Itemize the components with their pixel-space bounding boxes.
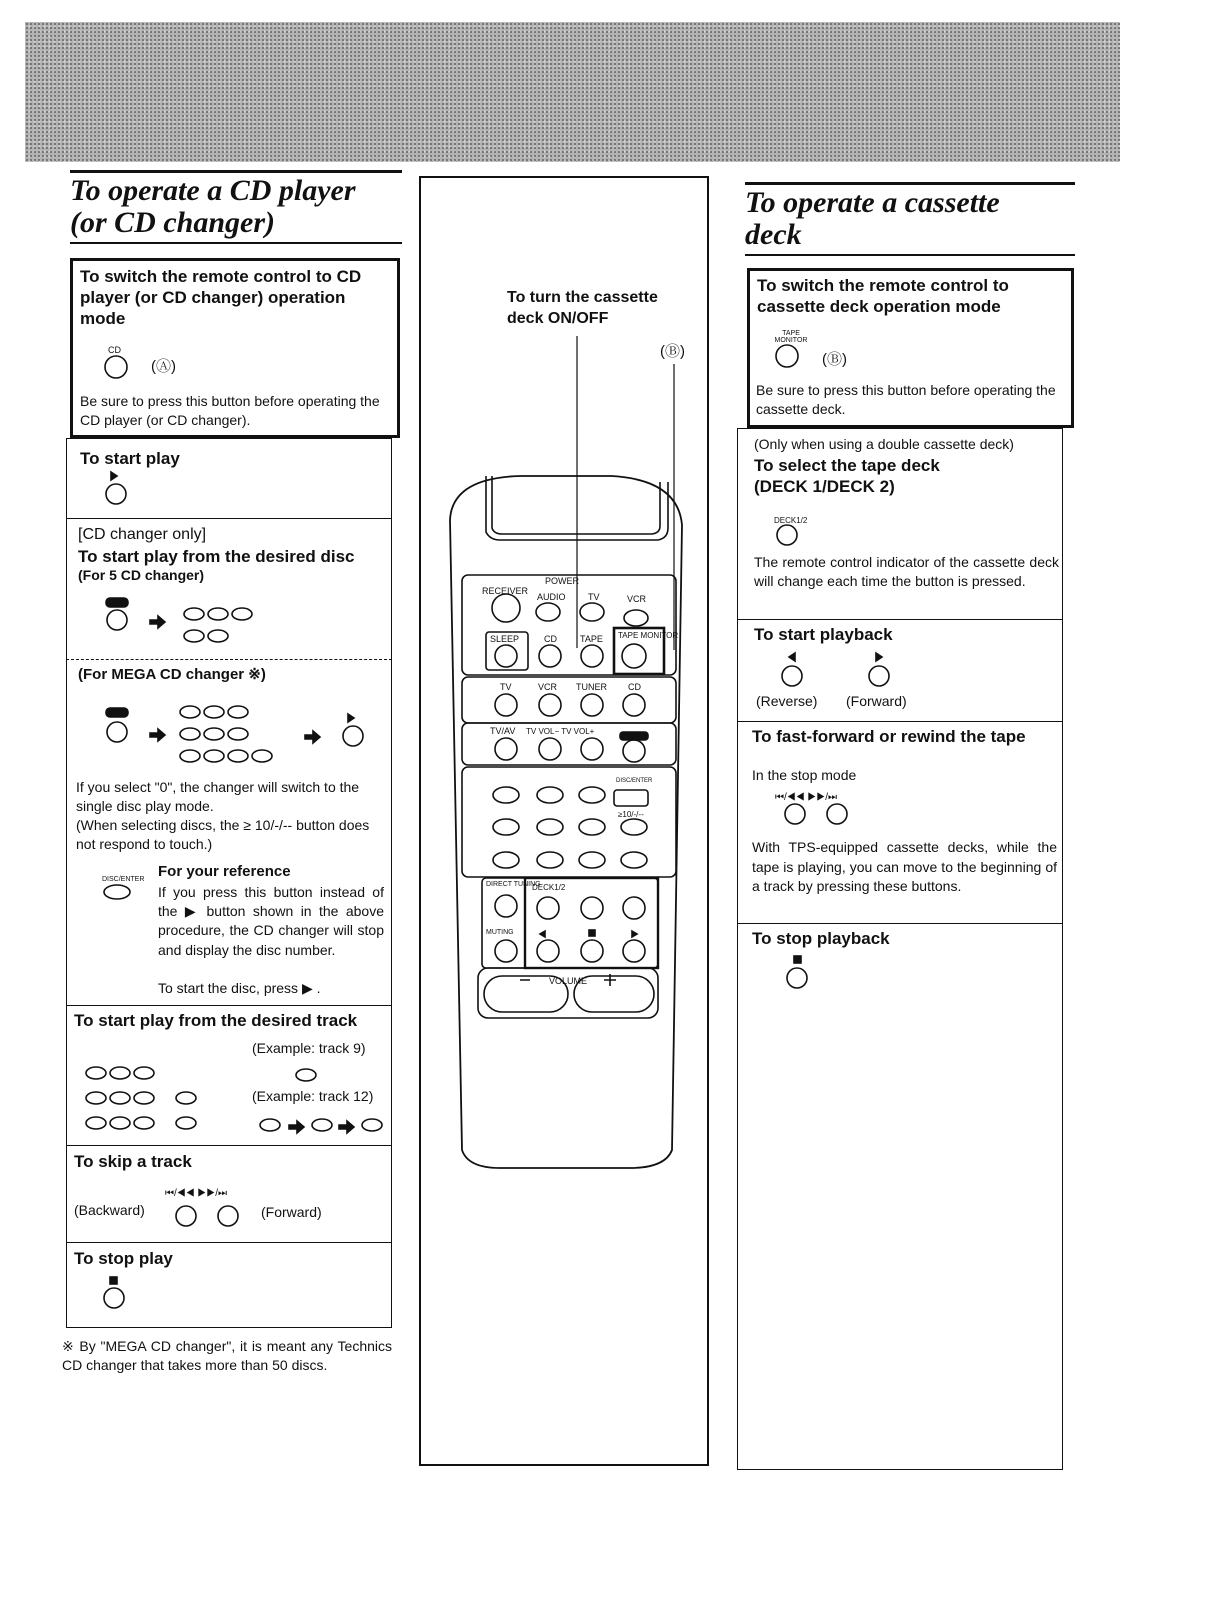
mark-b-remote: (Ⓑ) [660, 343, 685, 360]
mega-number-buttons [180, 706, 272, 762]
deck12-label: DECK1/2 [774, 516, 808, 525]
remote-sleep-label: SLEEP [490, 634, 520, 644]
remote-tv-label: TV [588, 592, 600, 602]
turn-deck-heading: To turn the cassette deck ON/OFF [507, 289, 658, 327]
left-title-line1: To operate a CD player [70, 174, 356, 207]
changer-only-label: [CD changer only] [78, 526, 207, 543]
left-title-line2: (or CD changer) [70, 206, 276, 239]
remote-control [450, 336, 682, 1168]
cd-switch-note: Be sure to press this button before operating the CD player (or CD changer). [80, 393, 380, 428]
rewind-button-icon [785, 804, 805, 824]
tape-monitor-label: TAPE MONITOR [774, 330, 808, 344]
reverse-icon [789, 653, 795, 661]
mega-cd-heading: (For MEGA CD changer ※) [78, 666, 266, 683]
arrow-icon [150, 616, 165, 628]
remote-disc-enter-label: DISC/ENTER [616, 778, 653, 784]
remote-vcr-label: VCR [627, 594, 647, 604]
forward-icon [876, 653, 882, 661]
select-deck-heading: To select the tape deck (DECK 1/DECK 2) [754, 456, 940, 496]
mark-a: (Ⓐ) [151, 358, 176, 375]
ff-rewind-heading: To fast-forward or rewind the tape [752, 727, 1026, 746]
remote-tv2-label: TV [500, 682, 512, 692]
desired-track-heading: To start play from the desired track [74, 1011, 358, 1030]
reference-text: If you press this button instead of the ▶ button shown in the above procedure, the CD changer will stop and display the disc number. [158, 884, 384, 958]
remote-cd2-label: CD [628, 682, 641, 692]
reverse-button-icon [782, 666, 802, 686]
mega-disc-button-icon [106, 708, 128, 742]
remote-deck12-label: DECK1/2 [532, 883, 566, 892]
indicator-text: The remote control indicator of the cassette deck will change each time the button is pressed. [754, 554, 1059, 589]
right-title-line1: To operate a cassette [745, 186, 1000, 219]
remote-receiver-label: RECEIVER [482, 586, 529, 596]
remote-ge10-label: ≥10/-/-- [618, 810, 644, 819]
five-cd-label: (For 5 CD changer) [78, 567, 205, 583]
cd-button-label: CD [108, 345, 121, 355]
remote-audio-label: AUDIO [537, 592, 566, 602]
skip-forward-button-icon [218, 1206, 238, 1226]
example-track9: (Example: track 9) [252, 1040, 366, 1056]
when-selecting-note: (When selecting discs, the ≥ 10/-/-- button does not respond to touch.) [76, 817, 370, 852]
remote-tape-label: TAPE [580, 634, 603, 644]
remote-direct-tuning-label: DIRECT TUNING [486, 881, 541, 888]
skip-buttons-label: ⏮/◀◀ ▶▶/⏭ [165, 1188, 228, 1199]
arrow-icon [150, 729, 165, 741]
forward-button-icon [869, 666, 889, 686]
stop-playback-heading: To stop playback [752, 929, 890, 948]
remote-vcr2-label: VCR [538, 682, 558, 692]
stop-icon [794, 956, 801, 963]
stop-icon [110, 1277, 117, 1284]
skip-track-heading: To skip a track [74, 1152, 192, 1171]
forward-label: (Forward) [261, 1204, 322, 1220]
tps-text: With TPS-equipped cassette decks, while the tape is playing, you can move to the beginning of a track by pressing these buttons. [752, 839, 1057, 894]
reference-heading: For your reference [158, 863, 291, 880]
mark-b: (Ⓑ) [822, 351, 847, 368]
disc-enter-button-icon [104, 885, 130, 899]
disc-enter-label: DISC/ENTER [102, 876, 145, 883]
remote-tape-monitor-label: TAPE MONITOR [618, 631, 679, 640]
fast-forward-button-icon [827, 804, 847, 824]
ff-buttons-label: ⏮/◀◀ ▶▶/⏭ [775, 792, 838, 803]
start-play-heading: To start play [80, 449, 180, 468]
right-title-line2: deck [745, 218, 802, 251]
deck-switch-heading: To switch the remote control to cassette deck operation mode [757, 276, 1009, 316]
double-deck-note: (Only when using a double cassette deck) [754, 436, 1014, 452]
deck-switch-note: Be sure to press this button before operating the cassette deck. [756, 382, 1056, 417]
remote-power-label: POWER [545, 576, 580, 586]
reference-text-2: To start the disc, press ▶ . [158, 980, 321, 996]
backward-label: (Backward) [74, 1202, 145, 1218]
track-number-buttons [86, 1067, 382, 1131]
arrow-icon [305, 731, 320, 743]
desired-disc-heading: To start play from the desired disc [78, 547, 355, 566]
remote-cd-label: CD [544, 634, 557, 644]
deck12-button-icon [777, 525, 797, 545]
cd-button-icon [105, 356, 127, 378]
play-icon [348, 714, 354, 722]
remote-volume-label: VOLUME [549, 976, 588, 986]
play-button-icon [343, 726, 363, 746]
footnote: ※ By "MEGA CD changer", it is meant any Technics CD changer that takes more than 50 discs. [62, 1338, 392, 1373]
stop-playback-button-icon [787, 968, 807, 988]
remote-tuner-label: TUNER [576, 682, 607, 692]
remote-tvvol-label: TV VOL− TV VOL+ [526, 727, 595, 736]
tape-monitor-button-icon [776, 345, 798, 367]
play-button-icon [106, 484, 126, 504]
remote-tvav-label: TV/AV [490, 726, 516, 736]
zero-note: If you select "0", the changer will switch to the single disc play mode. [76, 779, 360, 814]
remote-muting-label: MUTING [486, 929, 514, 936]
stop-mode-label: In the stop mode [752, 767, 857, 783]
stop-play-heading: To stop play [74, 1249, 173, 1268]
stop-button-icon [104, 1288, 124, 1308]
reverse-label: (Reverse) [756, 693, 818, 709]
play-icon [111, 472, 117, 480]
cd-switch-heading: To switch the remote control to CD player (or CD changer) operation mode [80, 267, 362, 328]
disc-button-icon [106, 598, 128, 630]
skip-back-button-icon [176, 1206, 196, 1226]
start-playback-heading: To start playback [754, 625, 893, 644]
forward-playback-label: (Forward) [846, 693, 907, 709]
example-track12: (Example: track 12) [252, 1088, 374, 1104]
disc-number-buttons-5 [184, 608, 252, 642]
